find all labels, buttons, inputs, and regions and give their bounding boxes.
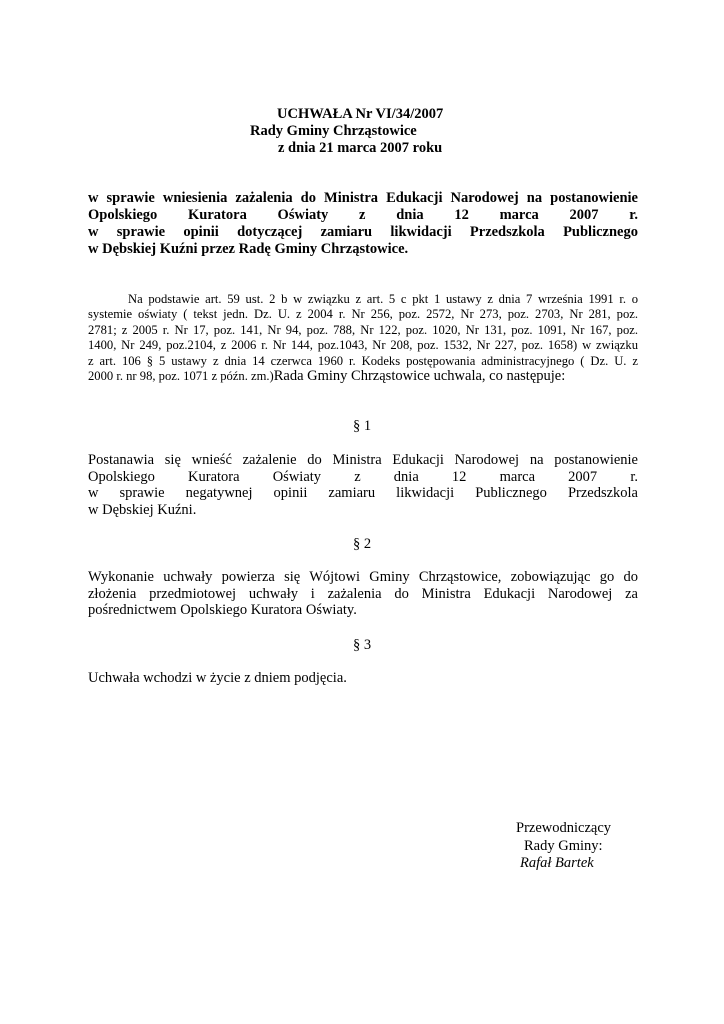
- basis-last-line: [88, 369, 638, 384]
- section-3-text: [88, 670, 638, 687]
- section-line: Opolskiego Kuratora Oświaty z dnia 12 marca 2007 r.: [88, 468, 638, 485]
- signature-council: Rady Gminy:: [524, 838, 603, 854]
- section-3-mark: § 3: [353, 637, 372, 653]
- basis-line: 1400, Nr 249, poz.2104, z 2006 r. Nr 144, poz.1043, Nr 208, poz. 1532, Nr 227, poz. 1658) w związku: [88, 338, 638, 353]
- resolution-title: UCHWAŁA Nr VI/34/2007: [277, 106, 444, 122]
- signature-name: Rafał Bartek: [520, 855, 594, 871]
- section-1-text: [88, 452, 638, 518]
- basis-line: Na podstawie art. 59 ust. 2 b w związku z art. 5 c pkt 1 ustawy z dnia 7 września 1991 r. o: [128, 292, 638, 306]
- legal-basis: [88, 292, 638, 384]
- resolution-date: z dnia 21 marca 2007 roku: [278, 140, 443, 156]
- subject-line: w sprawie opinii dotyczącej zamiaru likwidacji Przedszkola Publicznego: [88, 224, 638, 240]
- signature-role: Przewodniczący: [516, 820, 612, 836]
- resolution-issuer: Rady Gminy Chrząstowice: [250, 123, 417, 139]
- basis-line: z art. 106 § 5 ustawy z dnia 14 czerwca 1960 r. Kodeks postępowania administracyjnego ( Dz. U. z: [88, 353, 638, 368]
- subject-line: Opolskiego Kuratora Oświaty z dnia 12 marca 2007 r.: [88, 207, 638, 223]
- section-line: złożenia przedmiotowej uchwały i zażalenia do Ministra Edukacji Narodowej za: [88, 585, 638, 602]
- section-line: Uchwała wchodzi w życie z dniem podjęcia.: [88, 670, 347, 686]
- subject-line: w sprawie wniesienia zażalenia do Ministra Edukacji Narodowej na postanowienie: [88, 190, 638, 206]
- section-line: Wykonanie uchwały powierza się Wójtowi Gminy Chrząstowice, zobowiązując go do: [88, 569, 638, 585]
- section-line: w sprawie negatywnej opinii zamiaru likwidacji Publicznego Przedszkola: [88, 485, 638, 501]
- section-2-mark: § 2: [353, 536, 372, 552]
- section-1-mark: § 1: [353, 418, 372, 434]
- subject-line: w Dębskiej Kuźni przez Radę Gminy Chrząstowice.: [88, 241, 409, 257]
- section-line: pośrednictwem Opolskiego Kuratora Oświaty.: [88, 602, 357, 618]
- basis-line: systemie oświaty ( tekst jedn. Dz. U. z 2004 r. Nr 256, poz. 2572, Nr 273, poz. 2703, Nr 281, poz.: [88, 307, 638, 322]
- section-line: Postanawia się wnieść zażalenie do Ministra Edukacji Narodowej na postanowienie: [88, 452, 638, 468]
- resolution-subject: [88, 190, 638, 258]
- basis-line: 2781; z 2005 r. Nr 17, poz. 141, Nr 94, poz. 788, Nr 122, poz. 1020, Nr 131, poz. 1091, Nr 167, poz.: [88, 322, 638, 337]
- section-line: w Dębskiej Kuźni.: [88, 501, 197, 518]
- section-2-text: [88, 569, 638, 619]
- basis-decision-clause: Rada Gminy Chrząstowice uchwala, co następuje:: [273, 368, 566, 385]
- basis-line-end: 2000 r. nr 98, poz. 1071 z późn. zm.): [88, 369, 274, 384]
